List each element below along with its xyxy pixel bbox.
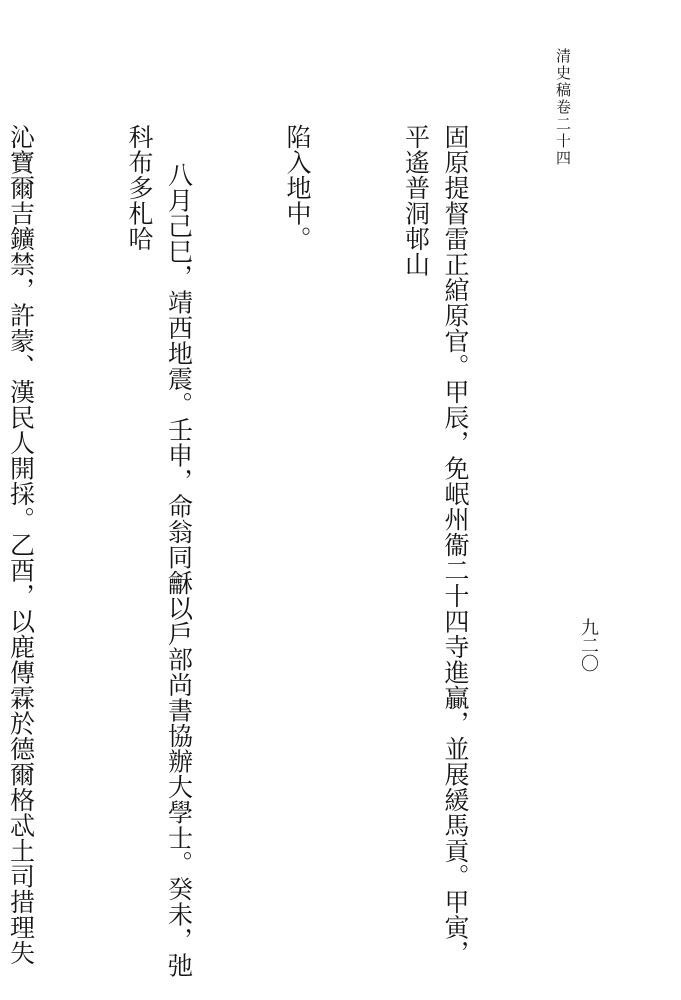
text-column: 陷入地中。 <box>283 124 312 252</box>
text-column: 沁寶爾吉鑛禁，許蒙、漢民人開採。乙酉，以鹿傳霖於德爾格忒土司措理失 <box>6 124 36 966</box>
text-column: 八月己巳，靖西地震。壬申，命翁同龢以戶部尚書協辦大學士。癸未，弛科布多札哈 <box>125 124 194 978</box>
main-text <box>6 124 554 984</box>
running-header: 清史稿卷二十四 <box>554 48 572 167</box>
text-column: 固原提督雷正綰原官。甲辰，免岷州衞二十四寺進贏，並展緩馬貢。甲寅，平遙普洞邨山 <box>401 124 470 966</box>
page-number: 九二〇 <box>578 618 599 672</box>
